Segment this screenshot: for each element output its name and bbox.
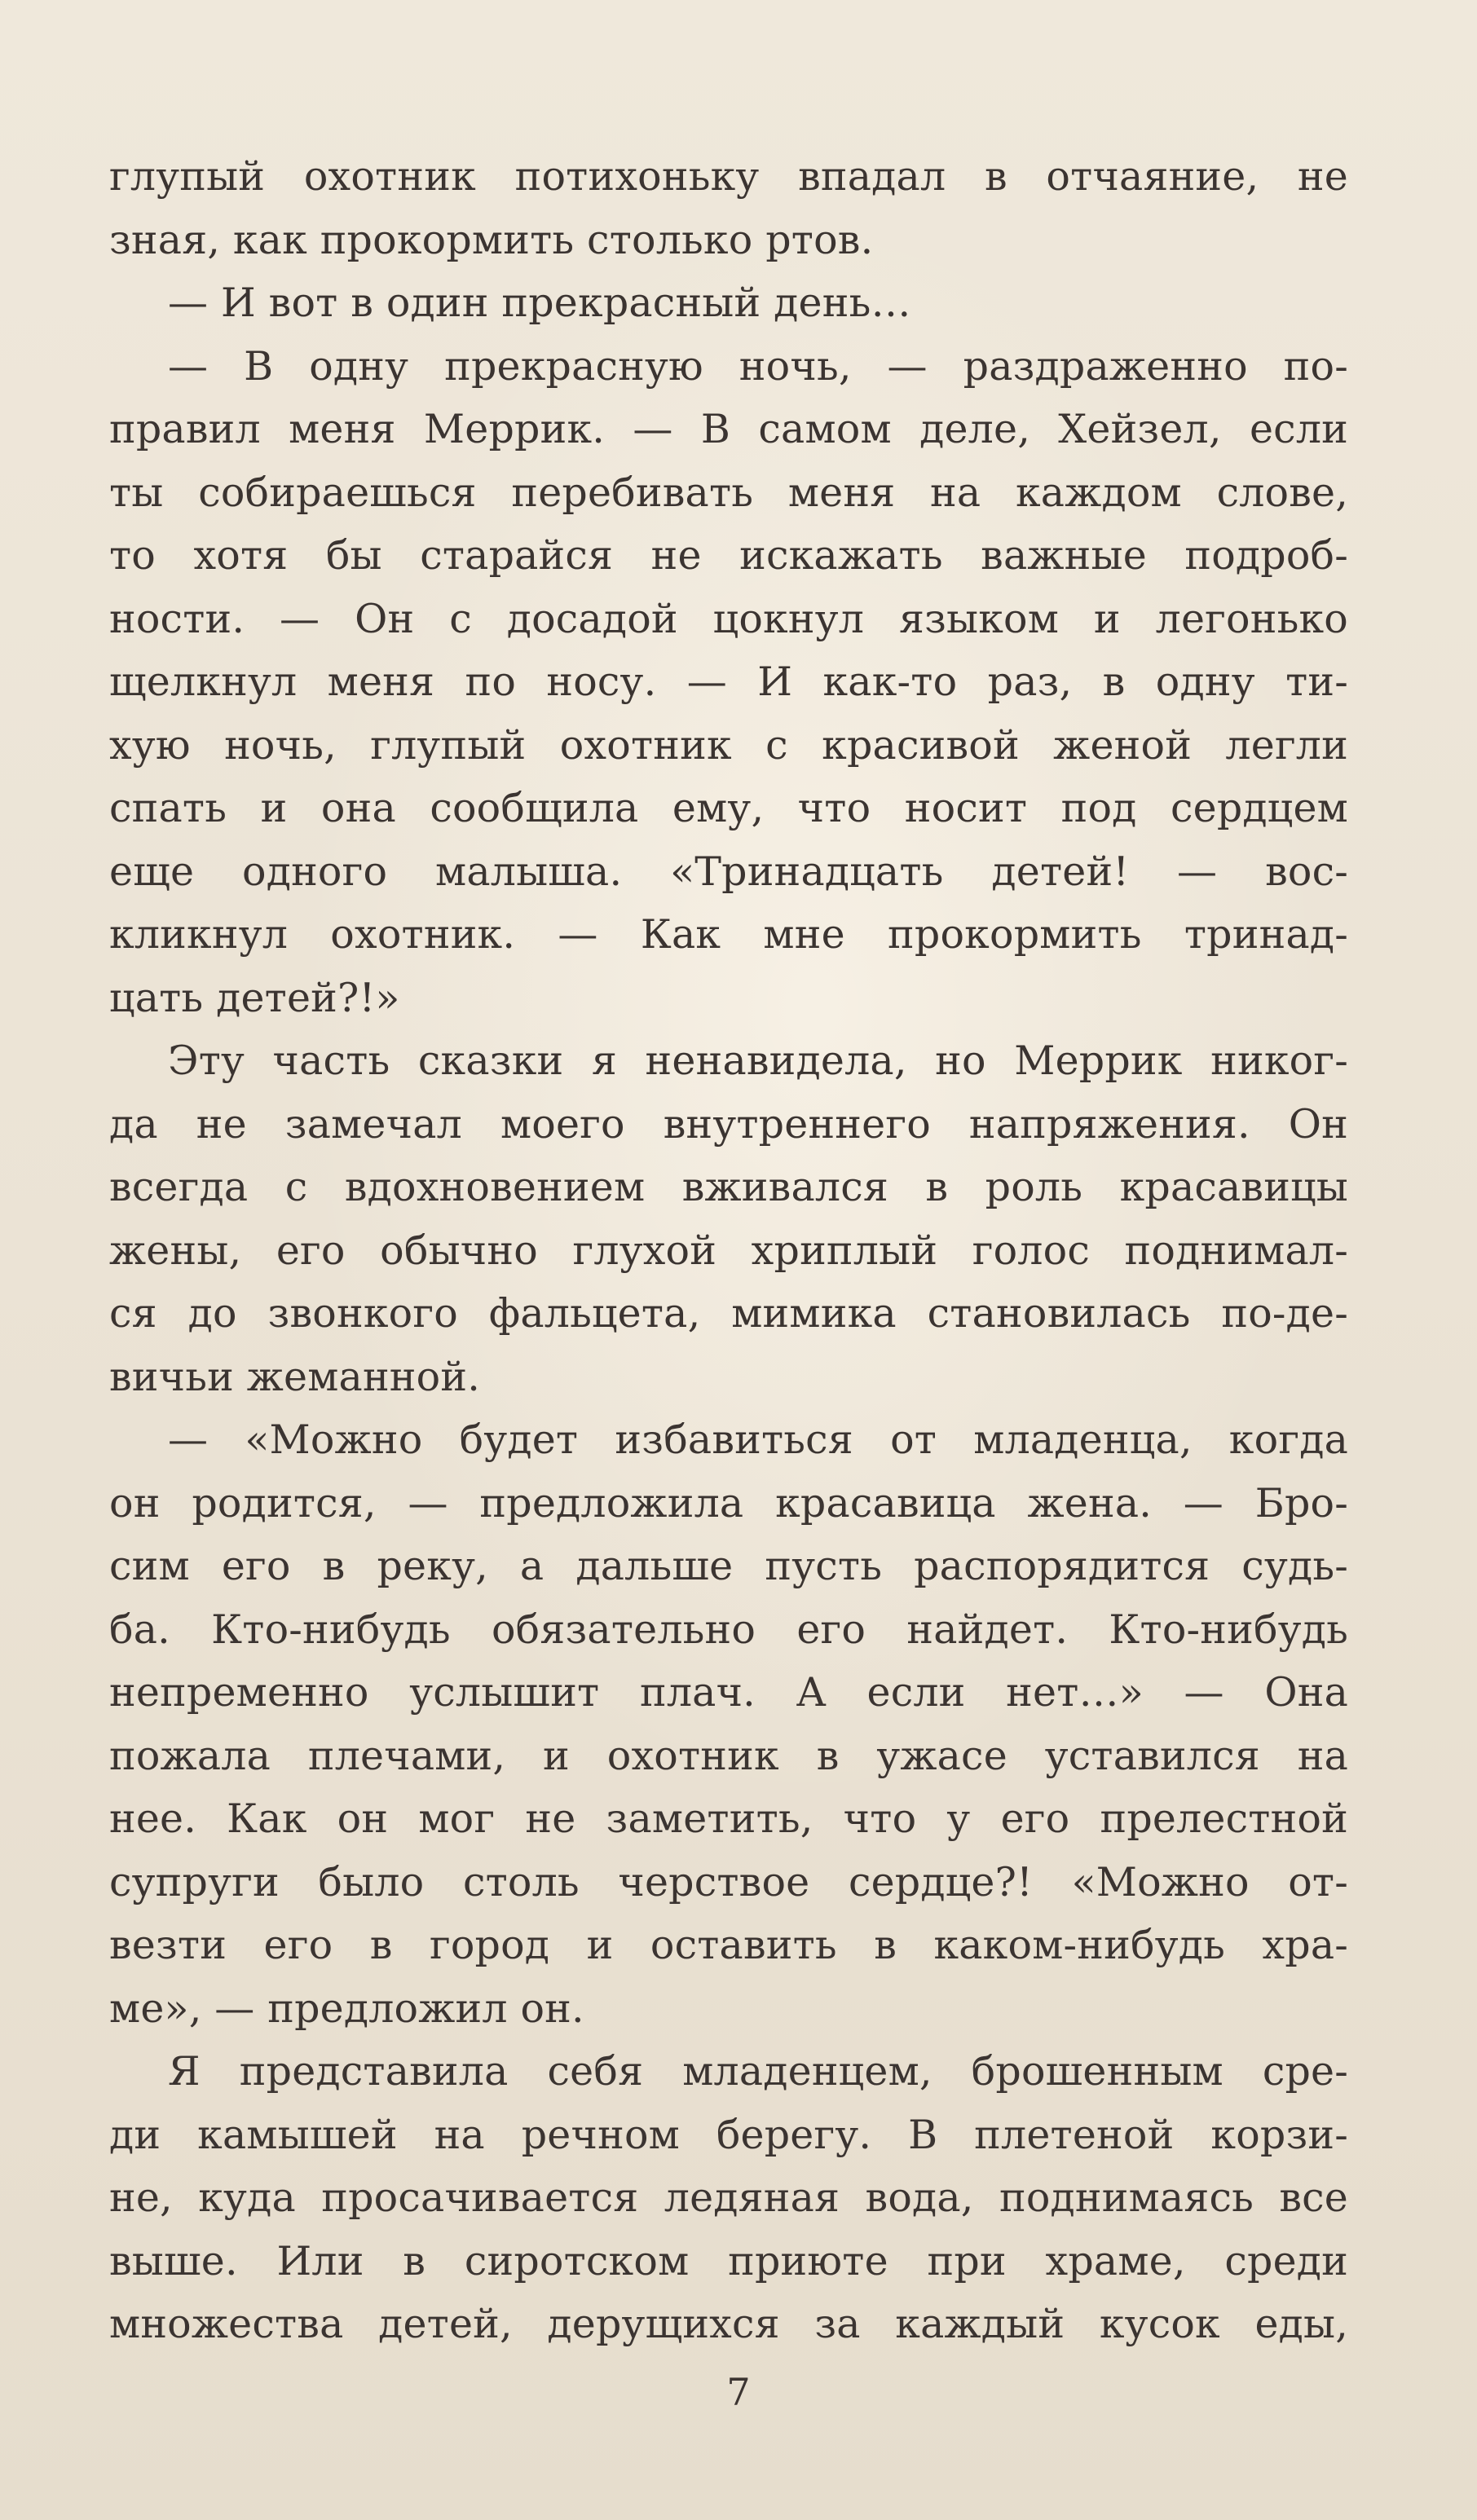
text-line: жены, его обычно глухой хриплый голос поднимал- xyxy=(109,1227,1348,1274)
text-line: глупый охотник потихоньку впадал в отчаяние, не xyxy=(109,153,1348,200)
body-text xyxy=(109,145,1348,2356)
text-line: не, куда просачивается ледяная вода, поднимаясь все xyxy=(109,2174,1348,2221)
text-line: ди камышей на речном берегу. В плетеной корзи- xyxy=(109,2111,1348,2158)
text-line: то хотя бы старайся не искажать важные подроб- xyxy=(109,532,1348,579)
text-line: щелкнул меня по носу. — И как-то раз, в одну ти- xyxy=(109,659,1348,705)
text-line: пожала плечами, и охотник в ужасе уставился на xyxy=(109,1732,1348,1779)
text-line: — «Можно будет избавиться от младенца, когда xyxy=(168,1416,1348,1463)
text-line: везти его в город и оставить в каком-нибудь хра- xyxy=(109,1922,1348,1968)
text-line: ты собираешься перебивать меня на каждом слове, xyxy=(109,469,1348,516)
text-line: хую ночь, глупый охотник с красивой женой легли xyxy=(109,721,1348,769)
text-line: он родится, — предложила красавица жена. — Бро- xyxy=(109,1479,1348,1527)
text-line: правил меня Меррик. — В самом деле, Хейзел, если xyxy=(109,406,1348,452)
text-line: вичьи жеманной. xyxy=(109,1353,481,1400)
text-line: цать детей?!» xyxy=(109,974,400,1021)
text-line: непременно услышит плач. А если нет…» — Она xyxy=(109,1669,1348,1716)
text-line: да не замечал моего внутреннего напряжения. Он xyxy=(109,1100,1348,1148)
text-line: нее. Как он мог не заметить, что у его прелестной xyxy=(109,1795,1348,1842)
text-line: — В одну прекрасную ночь, — раздраженно по- xyxy=(168,342,1348,390)
text-line: ме», — предложил он. xyxy=(109,1985,584,2032)
text-line: ности. — Он с досадой цокнул языком и легонько xyxy=(109,595,1348,642)
text-line: Эту часть сказки я ненавидела, но Меррик никог- xyxy=(168,1038,1348,1084)
text-line: — И вот в один прекрасный день… xyxy=(168,280,911,326)
text-line: ся до звонкого фальцета, мимика становилась по-де- xyxy=(109,1290,1348,1337)
text-line: ба. Кто-нибудь обязательно его найдет. Кто-нибудь xyxy=(109,1606,1348,1653)
text-line: выше. Или в сиротском приюте при храме, среди xyxy=(109,2237,1348,2284)
text-line: спать и она сообщила ему, что носит под сердцем xyxy=(109,785,1348,831)
page-number: 7 xyxy=(726,2370,751,2414)
text-line: супруги было столь черствое сердце?! «Можно от- xyxy=(109,1858,1348,1905)
text-line: зная, как прокормить столько ртов. xyxy=(109,216,874,263)
text-line: множества детей, дерущихся за каждый кусок еды, xyxy=(109,2301,1348,2347)
text-line: сим его в реку, а дальше пусть распорядится судь- xyxy=(109,1543,1348,1589)
text-line: кликнул охотник. — Как мне прокормить тринад- xyxy=(109,911,1348,958)
text-line: Я представила себя младенцем, брошенным сре- xyxy=(168,2048,1348,2095)
text-line: всегда с вдохновением вживался в роль красавицы xyxy=(109,1164,1348,1210)
text-line: еще одного малыша. «Тринадцать детей! — вос- xyxy=(109,848,1348,895)
